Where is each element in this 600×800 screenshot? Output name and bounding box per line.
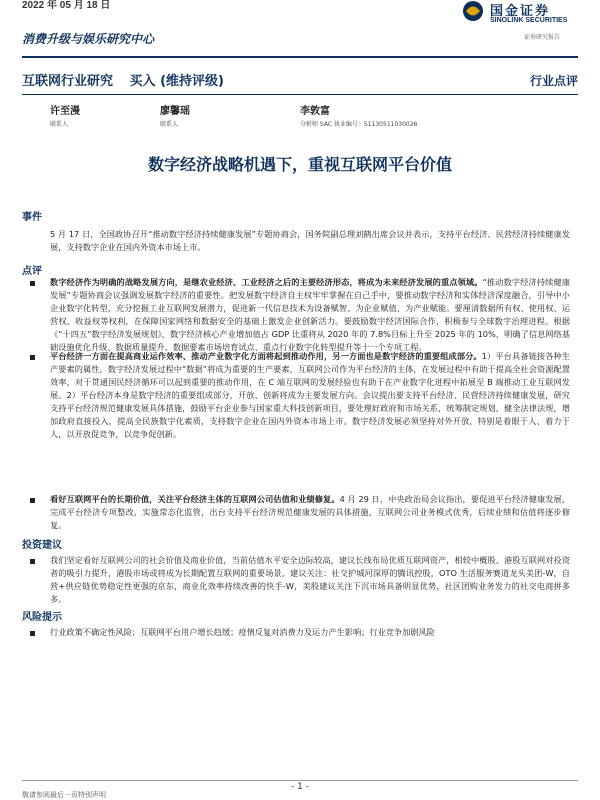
research-center: 消费升级与娱乐研究中心 bbox=[22, 32, 155, 46]
bullet-icon bbox=[30, 498, 35, 503]
header-divider bbox=[22, 56, 578, 58]
point-paragraph-2 bbox=[50, 350, 570, 441]
bullet-icon bbox=[30, 281, 35, 286]
brand-logo-icon bbox=[460, 0, 486, 22]
report-type: 行业点评 bbox=[529, 74, 578, 88]
analyst-1 bbox=[50, 102, 80, 128]
analyst-name: 许至漫 bbox=[50, 106, 80, 117]
analyst-role: 分析师 SAC 执业编号：S1130511030026 bbox=[300, 121, 418, 128]
section-risk: 风险提示 bbox=[22, 612, 62, 623]
rating-label: 买入 (维持评级) bbox=[129, 74, 224, 89]
analyst-name: 廖馨瑶 bbox=[160, 106, 190, 117]
event-paragraph: 5 月 17 日，全国政协召开“推动数字经济持续健康发展”专题协商会，国务院副总理刘鹤出席会议并表示，支持平台经济、民营经济持续健康发展，支持数字企业在国内外资本市场上市。 bbox=[50, 229, 570, 252]
bullet-icon bbox=[30, 559, 35, 564]
analyst-3 bbox=[300, 102, 417, 128]
point-text: “推动数字经济持续健康发展”专题协商会议强调发展数字经济的重要性。把发展数字经济自主权牢牢掌握在自己手中，要推动数字经济和实体经济深度融合，引导中小企业数字化转型，充分挖掘工业互联网发展潜力，促进新一代信息技术为设备赋智、为企业赋值、为产业赋能。要厘清数据所有权、使用权、运营权、收益权等权利，在保障国家网络和数据安全的基础上激发企业创新活力。要鼓励数字经济国际合作，积极参与全球数字治理进程。根据《“十四五”数字经济发展规划》，数字经济核心产业增加值占 GDP 比重将从 2020 年的 7.8%目标上升至 2025 年的 10%，明确了信息网络基础设施优化升级、数据质量提升、数据要素市场培育试点、重点行业数字化转型提升等十一个专项工程。 bbox=[50, 277, 570, 352]
point-paragraph-3 bbox=[50, 493, 570, 532]
bullet-icon bbox=[30, 355, 35, 360]
report-date: 2022 年 05 月 18 日 bbox=[22, 0, 111, 11]
industry-label: 互联网行业研究 bbox=[22, 74, 114, 89]
page-number: - 1 - bbox=[291, 782, 309, 792]
section-comment: 点评 bbox=[22, 266, 42, 277]
analyst-role: 联系人 bbox=[160, 121, 179, 128]
brand-subtitle: 证券研究报告 bbox=[524, 34, 561, 41]
section-event: 事件 bbox=[22, 212, 42, 223]
point-lead: 平台经济一方面在提高商业运作效率、推动产业数字化方面将起到推动作用，另一方面也是数字经济的重要组成部分。 bbox=[50, 351, 482, 361]
point-text: 4 月 29 日，中央政治局会议指出，要促进平台经济健康发展，完成平台经济专项整改，实施常态化监管，出台支持平台经济规范健康发展的具体措施，互联网公司业务模式优秀，后续业绩和估值将逐步修复。 bbox=[50, 494, 570, 530]
point-paragraph-1 bbox=[50, 276, 570, 354]
analyst-divider bbox=[22, 94, 578, 95]
analyst-2 bbox=[160, 102, 190, 128]
analyst-name: 李敦富 bbox=[300, 106, 330, 117]
advice-paragraph: 我们坚定看好互联网公司的社会价值及商业价值，当前估值水平安全边际较高，建议长线布局优质互联网资产，相较中概股、港股互联网对投资者的吸引力提升，港股市场或将成为长期配置互联网的重要场景。建议关注：社交护城河深厚的腾讯控股，OTO 生活服务赛道龙头美团-W，自营+供应链优势稳定性更强的京东，商业化效率持续改善的快手-W，美股建议关注下沉市场具备明显优势，社区团购业务发力的社交电商拼多多。 bbox=[50, 555, 570, 604]
brand-name-cn: 国金证券 bbox=[490, 4, 551, 19]
point-lead: 数字经济作为明确的战略发展方向，是继农业经济、工业经济之后的主要经济形态，将成为未来经济发展的重点领域。 bbox=[50, 277, 483, 287]
point-text: 1）平台具备链接各种生产要素的属性，数字经济发展过程中“数据”将成为重要的生产要素，互联网公司作为平台经济的主体，在发展过程中有助于提高全社会资源配置效率，对于贯通国民经济循环可以起到重要的推动作用，在 C 端互联网的发展经验也有助于在产业数字化进程中拓展至 B 端推动工业互联网发展。2）平台经济本身是数字经济的重要组成部分，开放、创新将成为主要发展方向。会议提出要支持平台经济、民营经济持续健康发展，研究支持平台经济规范健康发展具体措施，鼓励平台企业参与国家重大科技创新项目，要处理好政府和市场关系，统筹制定规划，健全法律法规，增加政府直接投入，提高全民族数字化素质，支持数字企业在国内外资本市场上市。数字经济发展必须坚持对外开放，特别是着眼于人、着力于人，以开放促竞争，以竞争促创新。 bbox=[50, 351, 570, 439]
footer-disclaimer: 敬请参阅最后一页特别声明 bbox=[22, 791, 106, 799]
analyst-role: 联系人 bbox=[50, 121, 69, 128]
industry-rating bbox=[22, 70, 236, 89]
risk-paragraph: 行业政策不确定性风险；互联网平台用户增长趋缓；疫情反复对消费力及运力产生影响；行业竞争加剧风险 bbox=[50, 627, 435, 637]
section-advice: 投资建议 bbox=[22, 540, 62, 551]
brand-logo bbox=[460, 0, 590, 34]
point-lead: 看好互联网平台的长期价值，关注平台经济主体的互联网公司估值和业绩修复。 bbox=[50, 494, 340, 504]
report-title: 数字经济战略机遇下，重视互联网平台价值 bbox=[147, 155, 452, 174]
brand-name-en: SINOLINK SECURITIES bbox=[490, 17, 568, 24]
bullet-icon bbox=[30, 631, 35, 636]
footer-divider bbox=[22, 780, 578, 781]
